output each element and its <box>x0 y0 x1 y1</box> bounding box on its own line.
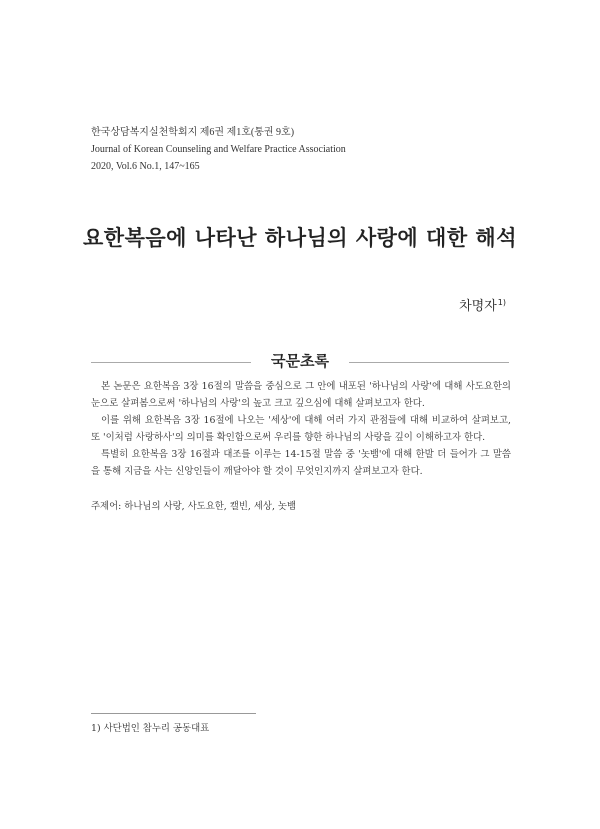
journal-line-english: Journal of Korean Counseling and Welfare Practice Association <box>91 144 346 155</box>
abstract-body <box>91 378 511 480</box>
abstract-heading: 국문초록 <box>271 352 329 370</box>
abstract-paragraph-3: 특별히 요한복음 3장 16절과 대조를 이루는 14-15절 말씀 중 '놋뱀'에 대해 한발 더 들어가 그 말씀을 통해 지금을 사는 신앙인들이 깨달아야 할 것이 무엇인지까지 살펴보고자 한다. <box>91 449 511 477</box>
footnote: 1) 사단법인 참누리 공동대표 <box>91 723 210 734</box>
abstract-paragraph-2: 이를 위해 요한복음 3장 16절에 나오는 '세상'에 대해 여러 가지 관점들에 대해 비교하여 살펴보고, 또 '이처럼 사랑하사'의 의미를 확인함으로써 우리를 향한 하나님의 사랑을 깊이 이해하고자 한다. <box>91 415 511 443</box>
journal-info <box>91 124 346 175</box>
abstract-heading-row <box>91 350 509 374</box>
author <box>459 295 506 314</box>
journal-line-korean: 한국상담복지실천학회지 제6권 제1호(통권 9호) <box>91 127 295 138</box>
author-name: 차명자 <box>459 299 497 314</box>
author-footnote-mark[interactable]: 1) <box>497 298 506 307</box>
heading-rule-right <box>349 362 509 363</box>
paper-title: 요한복음에 나타난 하나님의 사랑에 대한 해석 <box>83 226 517 250</box>
keywords: 주제어: 하나님의 사랑, 사도요한, 캘빈, 세상, 놋뱀 <box>91 501 297 512</box>
abstract-paragraph-1: 본 논문은 요한복음 3장 16절의 말씀을 중심으로 그 안에 내포된 '하나님의 사랑'에 대해 사도요한의 눈으로 살펴봄으로써 '하나님의 사랑'의 높고 크고 깊으심에 대해 살펴보고자 한다. <box>91 381 511 409</box>
journal-line-volume: 2020, Vol.6 No.1, 147~165 <box>91 161 200 172</box>
footnote-divider <box>91 713 256 714</box>
